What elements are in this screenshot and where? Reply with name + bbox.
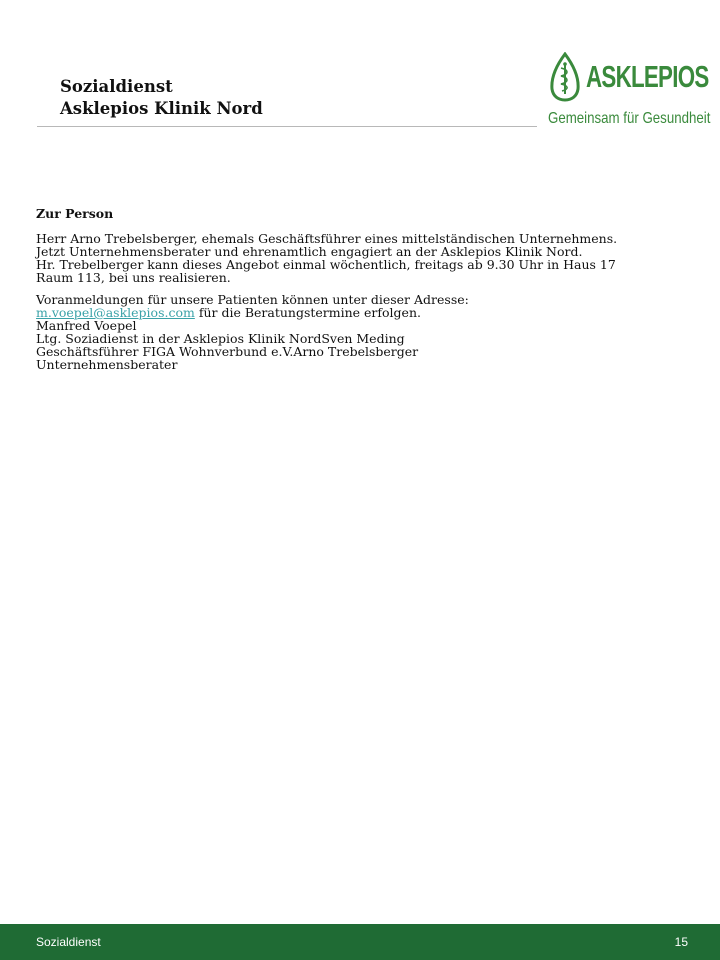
footer-bar: [0, 924, 720, 960]
title-line-2: Asklepios Klinik Nord: [60, 99, 263, 118]
logo-wordmark: ASKLEPIOS: [586, 59, 709, 94]
logo-tagline: Gemeinsam für Gesundheit: [548, 110, 711, 127]
contact-line: Unternehmensberater: [36, 357, 178, 372]
asklepios-emblem-icon: [548, 52, 582, 102]
page-title: [60, 76, 263, 120]
bio-line: Hr. Trebelberger kann dieses Angebot einmal wöchentlich, freitags ab 9.30 Uhr in Haus 17: [36, 257, 616, 272]
contact-line: Manfred Voepel: [36, 318, 137, 333]
title-line-1: Sozialdienst: [60, 77, 173, 96]
section-heading: Zur Person: [36, 206, 114, 221]
page-number: 15: [674, 935, 688, 949]
bio-line: Jetzt Unternehmensberater und ehrenamtlich engagiert an der Asklepios Klinik Nord.: [36, 244, 583, 259]
bio-line: Raum 113, bei uns realisieren.: [36, 270, 231, 285]
registration-paragraph: [36, 293, 696, 371]
contact-line: Geschäftsführer FIGA Wohnverbund e.V.Arno Trebelsberger: [36, 344, 419, 359]
email-link[interactable]: m.voepel@asklepios.com: [36, 305, 195, 320]
bio-line: Herr Arno Trebelsberger, ehemals Geschäftsführer eines mittelständischen Unternehmens.: [36, 231, 618, 246]
footer-label: Sozialdienst: [36, 935, 101, 949]
contact-line: Ltg. Soziadienst in der Asklepios Klinik NordSven Meding: [36, 331, 405, 346]
header-divider: [37, 126, 537, 127]
email-suffix: für die Beratungstermine erfolgen.: [194, 305, 421, 320]
asklepios-logo: [548, 52, 718, 132]
main-content: [36, 205, 696, 380]
registration-intro: Voranmeldungen für unsere Patienten können unter dieser Adresse:: [36, 292, 469, 307]
bio-paragraph: [36, 232, 696, 284]
